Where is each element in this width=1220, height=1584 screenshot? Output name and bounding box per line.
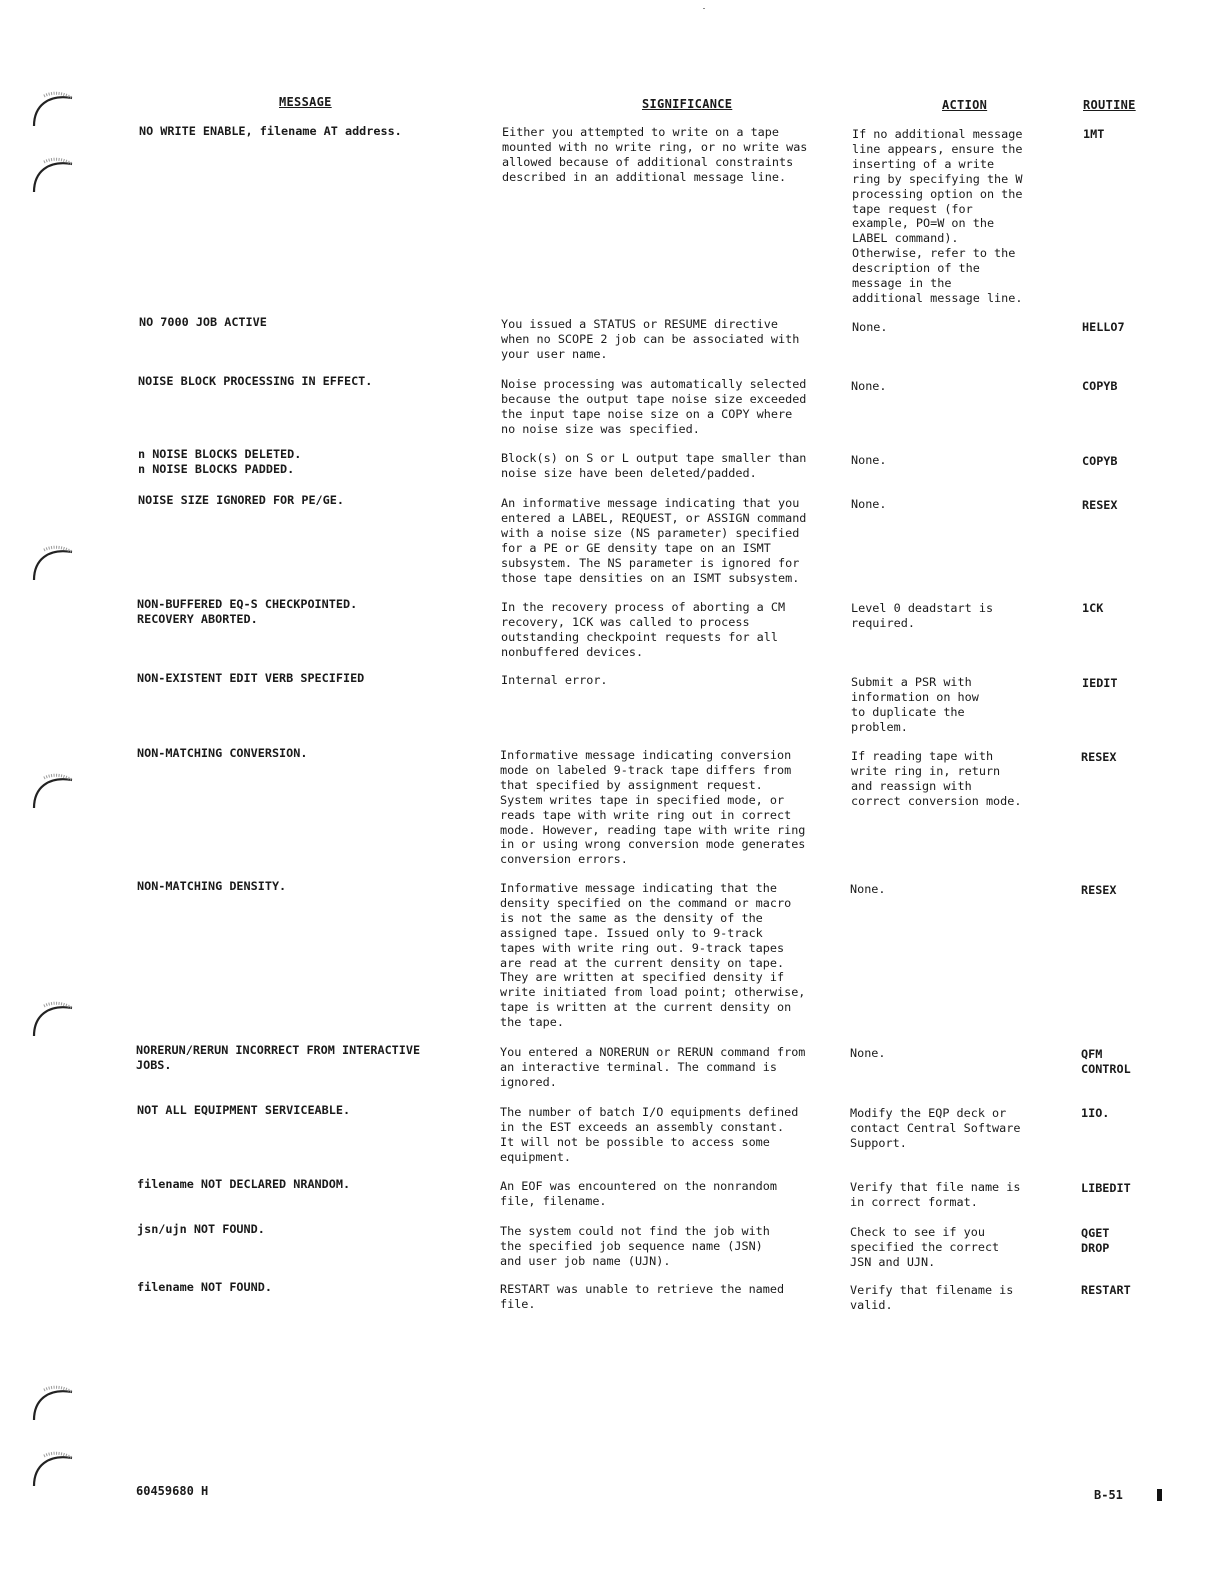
row-significance: Either you attempted to write on a tape mounted with no write ring, or no write was allowed because of additional constraints described in an additional message line. <box>502 125 808 184</box>
row-message: NO WRITE ENABLE, filename AT address. <box>139 124 402 138</box>
row-message: NON-BUFFERED EQ-S CHECKPOINTED. RECOVERY ABORTED. <box>137 597 358 626</box>
scan-speck <box>703 8 705 9</box>
row-action: None. <box>851 497 887 511</box>
row-significance: Noise processing was automatically selected because the output tape noise size exceeded the input tape noise size on a COPY where no noise size was specified. <box>501 377 807 436</box>
row-action: Level 0 deadstart is required. <box>851 601 994 630</box>
row-significance: An informative message indicating that you entered a LABEL, REQUEST, or ASSIGN command with a noise size (NS parameter) specified for a PE or GE density tape on an ISMT subsystem. The NS parameter is ignored for those tape densities on an ISMT subsystem. <box>501 496 807 585</box>
row-message: NON-MATCHING DENSITY. <box>137 879 287 893</box>
row-action: None. <box>851 379 887 393</box>
binder-punch-icon <box>30 540 76 586</box>
binder-punch-icon <box>30 86 76 132</box>
row-routine: COPYB <box>1082 379 1118 393</box>
row-routine: RESEX <box>1081 883 1117 897</box>
document-number: 60459680 H <box>136 1484 209 1498</box>
header-action: ACTION <box>942 98 988 112</box>
row-message: NOISE SIZE IGNORED FOR PE/GE. <box>138 493 344 507</box>
row-significance: The system could not find the job with the specified job sequence name (JSN) and user job name (UJN). <box>500 1224 770 1268</box>
row-action: None. <box>851 453 887 467</box>
row-action: None. <box>850 1046 886 1060</box>
row-action: If no additional message line appears, ensure the inserting of a write ring by specifying the W processing option on the tape request (for example, PO=W on the LABEL command). Otherwise, refer to the description of the message in the additional message line. <box>852 127 1023 305</box>
header-routine: ROUTINE <box>1083 98 1136 112</box>
row-routine: 1CK <box>1082 601 1104 615</box>
row-message: NOT ALL EQUIPMENT SERVICEABLE. <box>137 1103 351 1117</box>
binder-punch-icon <box>30 1380 76 1426</box>
row-significance: An EOF was encountered on the nonrandom file, filename. <box>500 1179 777 1208</box>
row-message: NON-MATCHING CONVERSION. <box>137 746 308 760</box>
row-action: Submit a PSR with information on how to duplicate the problem. <box>851 675 979 734</box>
row-message: filename NOT DECLARED NRANDOM. <box>137 1177 351 1191</box>
row-message: NO 7000 JOB ACTIVE <box>139 315 267 329</box>
row-action: If reading tape with write ring in, return and reassign with correct conversion mode. <box>851 749 1022 808</box>
row-routine: HELLO7 <box>1082 320 1125 334</box>
row-routine: 1IO. <box>1081 1106 1110 1120</box>
row-routine: COPYB <box>1082 454 1118 468</box>
row-routine: RESEX <box>1081 750 1117 764</box>
row-significance: You entered a NORERUN or RERUN command from an interactive terminal. The command is ignored. <box>500 1045 806 1089</box>
row-action: None. <box>852 320 888 334</box>
header-significance: SIGNIFICANCE <box>642 97 733 111</box>
row-routine: IEDIT <box>1082 676 1118 690</box>
row-message: n NOISE BLOCKS DELETED. n NOISE BLOCKS PADDED. <box>138 447 302 476</box>
row-routine: QGET DROP <box>1081 1226 1110 1255</box>
row-routine: LIBEDIT <box>1081 1181 1131 1195</box>
binder-punch-icon <box>30 1446 76 1492</box>
row-significance: Internal error. <box>501 673 608 687</box>
binder-punch-icon <box>30 996 76 1042</box>
row-message: NORERUN/RERUN INCORRECT FROM INTERACTIVE JOBS. <box>136 1043 421 1072</box>
row-action: Verify that file name is in correct format. <box>850 1180 1021 1209</box>
row-significance: Informative message indicating conversion mode on labeled 9-track tape differs from that specified by assignment request. System writes tape in specified mode, or reads tape with write ring out in correct mode. However, reading tape with write ring in or using wrong conversion mode generates conversion errors. <box>500 748 806 867</box>
row-significance: You issued a STATUS or RESUME directive when no SCOPE 2 job can be associated with your user name. <box>501 317 800 361</box>
binder-punch-icon <box>30 152 76 198</box>
row-routine: RESTART <box>1081 1283 1131 1297</box>
row-routine: RESEX <box>1082 498 1118 512</box>
row-significance: The number of batch I/O equipments defined in the EST exceeds an assembly constant. It will not be possible to access some equipment. <box>500 1105 799 1164</box>
header-message: MESSAGE <box>279 95 332 109</box>
row-routine: QFM CONTROL <box>1081 1047 1131 1076</box>
row-message: jsn/ujn NOT FOUND. <box>137 1222 265 1236</box>
page-number: B-51 <box>1094 1488 1123 1502</box>
row-action: Verify that filename is valid. <box>850 1283 1014 1312</box>
binder-punch-icon <box>30 768 76 814</box>
row-message: NOISE BLOCK PROCESSING IN EFFECT. <box>138 374 373 388</box>
row-action: Check to see if you specified the correct JSN and UJN. <box>850 1225 1000 1269</box>
row-action: None. <box>850 882 886 896</box>
row-message: filename NOT FOUND. <box>137 1280 272 1294</box>
row-routine: 1MT <box>1083 127 1105 141</box>
change-bar <box>1157 1489 1162 1501</box>
row-message: NON-EXISTENT EDIT VERB SPECIFIED <box>137 671 365 685</box>
row-significance: Block(s) on S or L output tape smaller than noise size have been deleted/padded. <box>501 451 807 480</box>
row-significance: Informative message indicating that the density specified on the command or macro is not the same as the density of the assigned tape. Issued only to 9-track tapes with write ring out. 9-track tapes are read at the current density on tape. They are written at specified density if write initiated from load point; otherwise, tape is written at the current density on the tape. <box>500 881 806 1030</box>
row-action: Modify the EQP deck or contact Central Software Support. <box>850 1106 1021 1150</box>
row-significance: In the recovery process of aborting a CM recovery, 1CK was called to process outstanding checkpoint requests for all nonbuffered devices. <box>501 600 786 659</box>
row-significance: RESTART was unable to retrieve the named file. <box>500 1282 785 1311</box>
